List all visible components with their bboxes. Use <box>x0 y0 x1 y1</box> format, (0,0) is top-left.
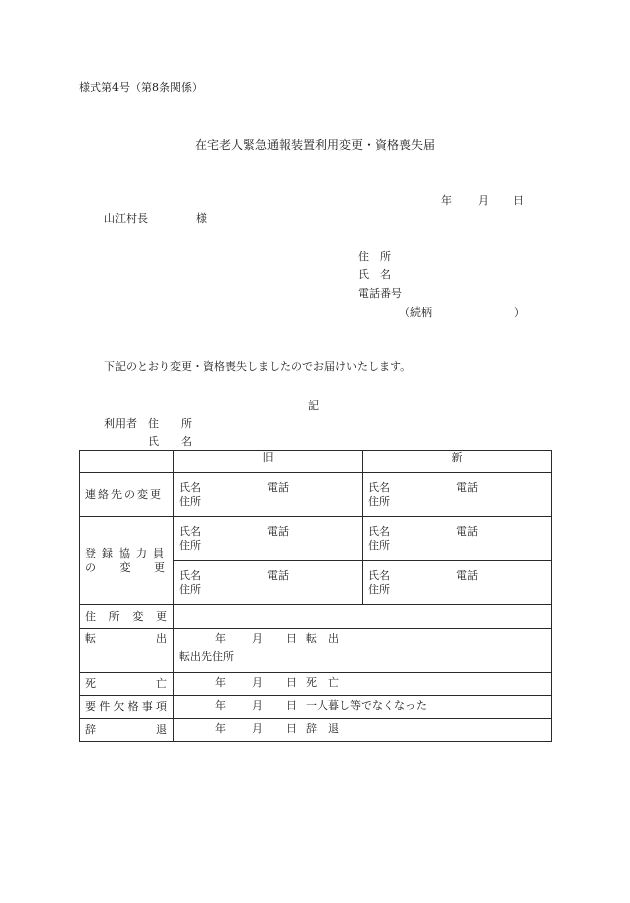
date-day: 日 <box>286 699 297 712</box>
cooperator2-old-cell[interactable] <box>174 561 363 605</box>
applicant-relation-close: ） <box>514 306 525 319</box>
applicant-phone-label[interactable]: 電話番号 <box>358 287 402 300</box>
contact-change-label: 連絡先の変更 <box>80 473 174 517</box>
cooperator2-new-cell[interactable] <box>363 561 552 605</box>
header-new: 新 <box>363 451 552 473</box>
header-empty-cell <box>80 451 174 473</box>
entry-phone-label: 電話 <box>456 569 478 582</box>
statement: 下記のとおり変更・資格喪失しましたのでお届けいたします。 <box>104 360 412 373</box>
withdrawal-row <box>80 719 552 742</box>
entry-phone-label: 電話 <box>267 525 289 538</box>
page-title: 在宅老人緊急通報装置利用変更・資格喪失届 <box>195 138 436 152</box>
move-out-label: 転 出 <box>80 629 174 673</box>
date-month: 月 <box>252 699 263 712</box>
entry-address-label: 住所 <box>179 583 201 596</box>
address-change-label: 住 所 変 更 <box>80 605 174 629</box>
entry-name-label: 氏名 <box>179 481 201 494</box>
addressee-name: 山江村長 <box>104 212 148 225</box>
date-month: 月 <box>252 632 263 645</box>
entry-phone-label: 電話 <box>267 481 289 494</box>
requirement-value[interactable] <box>174 696 552 719</box>
header-row <box>80 451 552 473</box>
entry-name-label: 氏名 <box>179 569 201 582</box>
entry-name-label: 氏名 <box>368 569 390 582</box>
contact-old-cell[interactable] <box>174 473 363 517</box>
date-month: 月 <box>252 676 263 689</box>
address-change-value[interactable] <box>174 605 552 629</box>
entry-address-label: 住所 <box>368 583 390 596</box>
withdrawal-text: 辞 退 <box>306 722 339 735</box>
applicant-relation-open[interactable]: （続柄 <box>399 306 432 319</box>
entry-address-label: 住所 <box>179 495 201 508</box>
withdrawal-value[interactable] <box>174 719 552 742</box>
contact-change-row <box>80 473 552 517</box>
cooperator1-old-cell[interactable] <box>174 517 363 561</box>
applicant-name-label[interactable]: 氏 名 <box>358 268 391 281</box>
date-year: 年 <box>215 632 226 645</box>
address-change-row <box>80 605 552 629</box>
death-value[interactable] <box>174 673 552 696</box>
date-day: 日 <box>286 632 297 645</box>
entry-name-label: 氏名 <box>368 525 390 538</box>
date-day: 日 <box>286 722 297 735</box>
change-table <box>79 450 552 742</box>
date-day[interactable]: 日 <box>513 194 524 207</box>
addressee-honorific: 様 <box>196 212 207 225</box>
death-label: 死 亡 <box>80 673 174 696</box>
move-out-value[interactable] <box>174 629 552 673</box>
entry-address-label: 住所 <box>179 539 201 552</box>
move-out-text: 転 出 <box>306 632 339 645</box>
entry-name-label: 氏名 <box>179 525 201 538</box>
contact-new-cell[interactable] <box>363 473 552 517</box>
form-number: 様式第4号（第8条関係） <box>79 81 203 94</box>
user-label: 利用者 <box>104 417 137 430</box>
requirement-row <box>80 696 552 719</box>
entry-phone-label: 電話 <box>267 569 289 582</box>
date-year: 年 <box>215 699 226 712</box>
date-year: 年 <box>215 676 226 689</box>
date-year[interactable]: 年 <box>441 194 452 207</box>
move-out-row <box>80 629 552 673</box>
cooperator-change-label: 登録協力員 の 変 更 <box>80 517 174 605</box>
move-out-dest-label: 転出先住所 <box>179 650 234 663</box>
cooperator-row-1 <box>80 517 552 561</box>
applicant-address-label[interactable]: 住 所 <box>358 250 391 263</box>
date-month[interactable]: 月 <box>478 194 489 207</box>
requirement-text: 一人暮し等でなくなった <box>306 699 427 712</box>
requirement-label: 要 件 欠 格 事 項 <box>80 696 174 719</box>
date-day: 日 <box>286 676 297 689</box>
withdrawal-label: 辞 退 <box>80 719 174 742</box>
entry-phone-label: 電話 <box>456 481 478 494</box>
entry-name-label: 氏名 <box>368 481 390 494</box>
user-name-label[interactable]: 氏 名 <box>148 435 192 448</box>
date-month: 月 <box>252 722 263 735</box>
death-text: 死 亡 <box>306 676 339 689</box>
cooperator1-new-cell[interactable] <box>363 517 552 561</box>
user-address-label[interactable]: 住 所 <box>148 417 192 430</box>
entry-address-label: 住所 <box>368 495 390 508</box>
date-year: 年 <box>215 722 226 735</box>
death-row <box>80 673 552 696</box>
entry-address-label: 住所 <box>368 539 390 552</box>
header-old: 旧 <box>174 451 363 473</box>
entry-phone-label: 電話 <box>456 525 478 538</box>
ki-heading: 記 <box>308 399 319 412</box>
